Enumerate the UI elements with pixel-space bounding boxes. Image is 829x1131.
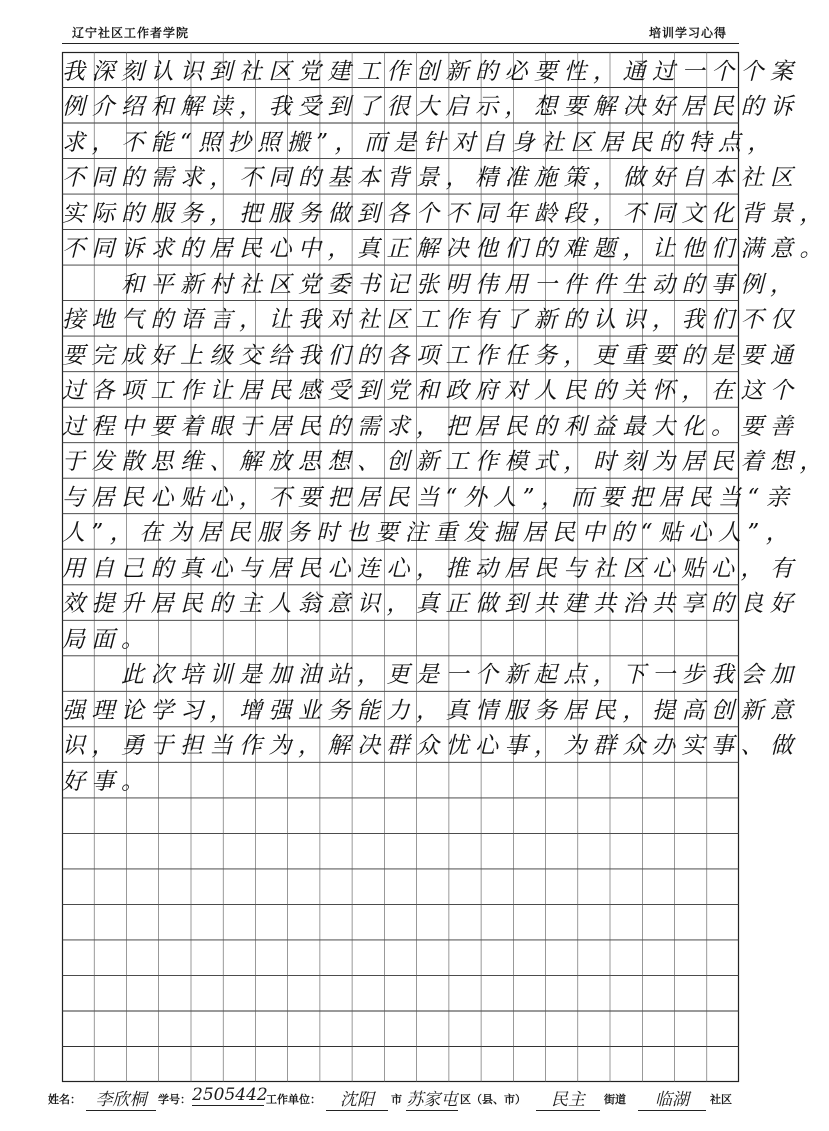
city-value: 沈阳 [326, 1085, 388, 1111]
city-label: 市 [391, 1093, 402, 1106]
district-label: 区（县、市） [460, 1093, 526, 1106]
handwritten-line [62, 869, 739, 905]
handwritten-line: 例介绍和解读，我受到了很大启示，想要解决好居民的诉 [62, 94, 800, 121]
community-value: 临湖 [638, 1085, 706, 1111]
header-document-type: 培训学习心得 [648, 26, 727, 40]
writing-grid [62, 52, 829, 1082]
student-id-label: 学号： [158, 1093, 191, 1106]
footer-info [48, 1085, 768, 1113]
handwritten-line: 识，勇于担当作为，解决群众忧心事，为群众办实事、做 [62, 733, 800, 760]
handwritten-line: 过程中要着眼于居民的需求，把居民的利益最大化。要善 [62, 413, 800, 440]
handwritten-line: 实际的服务，把服务做到各个不同年龄段，不同文化背景， [62, 200, 829, 227]
handwritten-line: 用自己的真心与居民心连心，推动居民与社区心贴心，有 [62, 555, 800, 582]
handwritten-line: 不同诉求的居民心中，真正解决他们的难题，让他们满意。 [62, 236, 829, 263]
handwritten-line: 局面。 [62, 626, 151, 653]
handwritten-line: 要完成好上级交给我们的各项工作任务，更重要的是要通 [62, 342, 800, 369]
handwritten-line: 求，不能“照抄照搬”，而是针对自身社区居民的特点， [62, 129, 778, 156]
handwritten-line [62, 1011, 739, 1047]
handwritten-line: 与居民心贴心，不要把居民当“外人”，而要把居民当“亲 [62, 484, 796, 511]
handwritten-line [62, 975, 739, 1011]
handwritten-line [62, 798, 739, 834]
handwritten-line: 不同的需求，不同的基本背景，精准施策，做好自本社区 [62, 165, 800, 192]
handwritten-line: 效提升居民的主人翁意识，真正做到共建共治共享的良好 [62, 591, 800, 618]
handwritten-line [62, 904, 739, 940]
handwritten-line: 于发散思维、解放思想、创新工作模式，时刻为居民着想， [62, 449, 829, 476]
name-label: 姓名： [48, 1093, 81, 1106]
handwritten-line [62, 940, 739, 976]
handwritten-line: 过各项工作让居民感受到党和政府对人民的关怀，在这个 [62, 378, 800, 405]
handwritten-line: 强理论学习，增强业务能力，真情服务居民，提高创新意 [62, 697, 800, 724]
street-label: 街道 [604, 1093, 626, 1106]
header-divider [62, 43, 739, 44]
handwritten-line: 和平新村社区党委书记张明伟用一件件生动的事例， [62, 271, 800, 298]
name-value: 李欣桐 [86, 1085, 156, 1111]
handwritten-line: 人”，在为居民服务时也要注重发掘居民中的“贴心人”， [62, 520, 796, 547]
district-value: 苏家屯 [406, 1085, 458, 1111]
handwritten-line: 接地气的语言，让我对社区工作有了新的认识，我们不仅 [62, 307, 800, 334]
street-value: 民主 [536, 1085, 600, 1111]
handwritten-line: 好事。 [62, 768, 151, 795]
work-unit-label: 工作单位： [266, 1093, 321, 1106]
student-id-value: 2505442 [192, 1085, 268, 1105]
community-label: 社区 [710, 1093, 732, 1106]
handwritten-line: 我深刻认识到社区党建工作创新的必要性，通过一个个案 [62, 58, 800, 85]
handwritten-line: 此次培训是加油站，更是一个新起点，下一步我会加 [62, 662, 800, 689]
handwritten-line [62, 1046, 739, 1082]
header-institute-name: 辽宁社区工作者学院 [72, 26, 190, 40]
handwritten-line [62, 833, 739, 869]
